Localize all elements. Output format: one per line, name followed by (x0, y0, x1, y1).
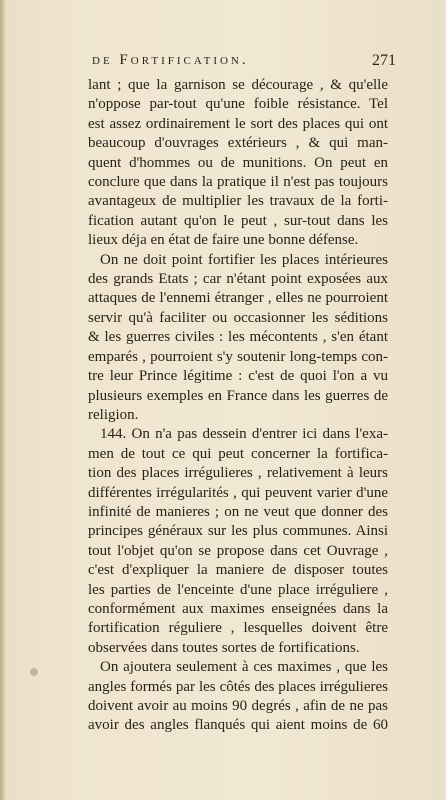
text-line: emparés , pourroient s'y soutenir long-temps con- (88, 348, 388, 365)
page-gutter-shadow (0, 0, 6, 800)
text-line: c'est d'expliquer la maniere de disposer toutes (88, 562, 388, 579)
text-line: tre leur Prince légitime : c'est de quoi l'on a vu (88, 368, 388, 385)
page-number: 271 (372, 52, 396, 69)
text-line: tion des places irrégulieres , relativement à leurs (88, 465, 388, 482)
running-title: de Fortification. (92, 52, 249, 68)
text-line: & les guerres civiles : les mécontents , s'en étant (88, 329, 388, 346)
paragraph-start-line: 144. On n'a pas dessein d'entrer ici dans l'exa- (100, 426, 388, 443)
text-line: conclure que dans la pratique il n'est pas toujours (88, 174, 388, 191)
body-text (88, 76, 388, 736)
text-line: conformément aux maximes enseignées dans la (88, 600, 388, 617)
text-line: beaucoup d'ouvrages extérieurs , & qui man- (88, 135, 388, 152)
text-line: avantageux de multiplier les travaux de la forti- (88, 193, 388, 210)
text-line: fortification réguliere , lesquelles doivent être (88, 620, 388, 637)
text-line: plusieurs exemples en France dans les guerres de (88, 387, 388, 404)
text-line: men de tout ce qui peut concerner la fortifica- (88, 445, 388, 462)
paragraph-start-line: On ajoutera seulement à ces maximes , que les (100, 659, 388, 676)
text-line: quent d'hommes ou de munitions. On peut en (88, 154, 388, 171)
text-line: attaques de l'ennemi étranger , elles ne pourroient (88, 290, 388, 307)
text-line: lant ; que la garnison se décourage , & qu'elle (88, 77, 388, 93)
paragraph-start-line: On ne doit point fortifier les places intérieures (100, 251, 388, 268)
text-line: lieux déja en état de faire une bonne défense. (88, 232, 359, 249)
text-line: différentes irrégularités , qui peuvent varier d'une (88, 484, 388, 501)
ink-spot (30, 668, 38, 676)
text-line: doivent avoir au moins 90 degrés , afin de ne pas (88, 698, 388, 714)
text-line: infinité de manieres ; on ne veut que donner des (88, 503, 388, 520)
text-line: fication autant qu'on le peut , sur-tout dans les (88, 212, 388, 229)
text-line: principes généraux sur les plus communes. Ainsi (88, 523, 388, 540)
text-line: tout l'objet qu'on se propose dans cet Ouvrage , (88, 542, 388, 559)
text-line: observées dans toutes sortes de fortifications. (88, 639, 360, 656)
text-line: angles formés par les côtés des places irrégulieres (88, 678, 388, 695)
text-line: des grands Etats ; car n'étant point exposées aux (88, 271, 388, 288)
text-line: n'oppose par-tout qu'une foible résistance. Tel (88, 96, 388, 113)
text-line: servir qu'à faciliter ou occasionner les séditions (88, 309, 388, 326)
text-line: religion. (88, 406, 139, 423)
text-line: avoir des angles flanqués qui aient moins de 60 (88, 717, 388, 734)
text-line: les parties de l'enceinte d'une place irréguliere , (88, 581, 388, 598)
running-header (80, 52, 396, 74)
text-line: est assez ordinairement le sort des places qui ont (88, 115, 388, 132)
